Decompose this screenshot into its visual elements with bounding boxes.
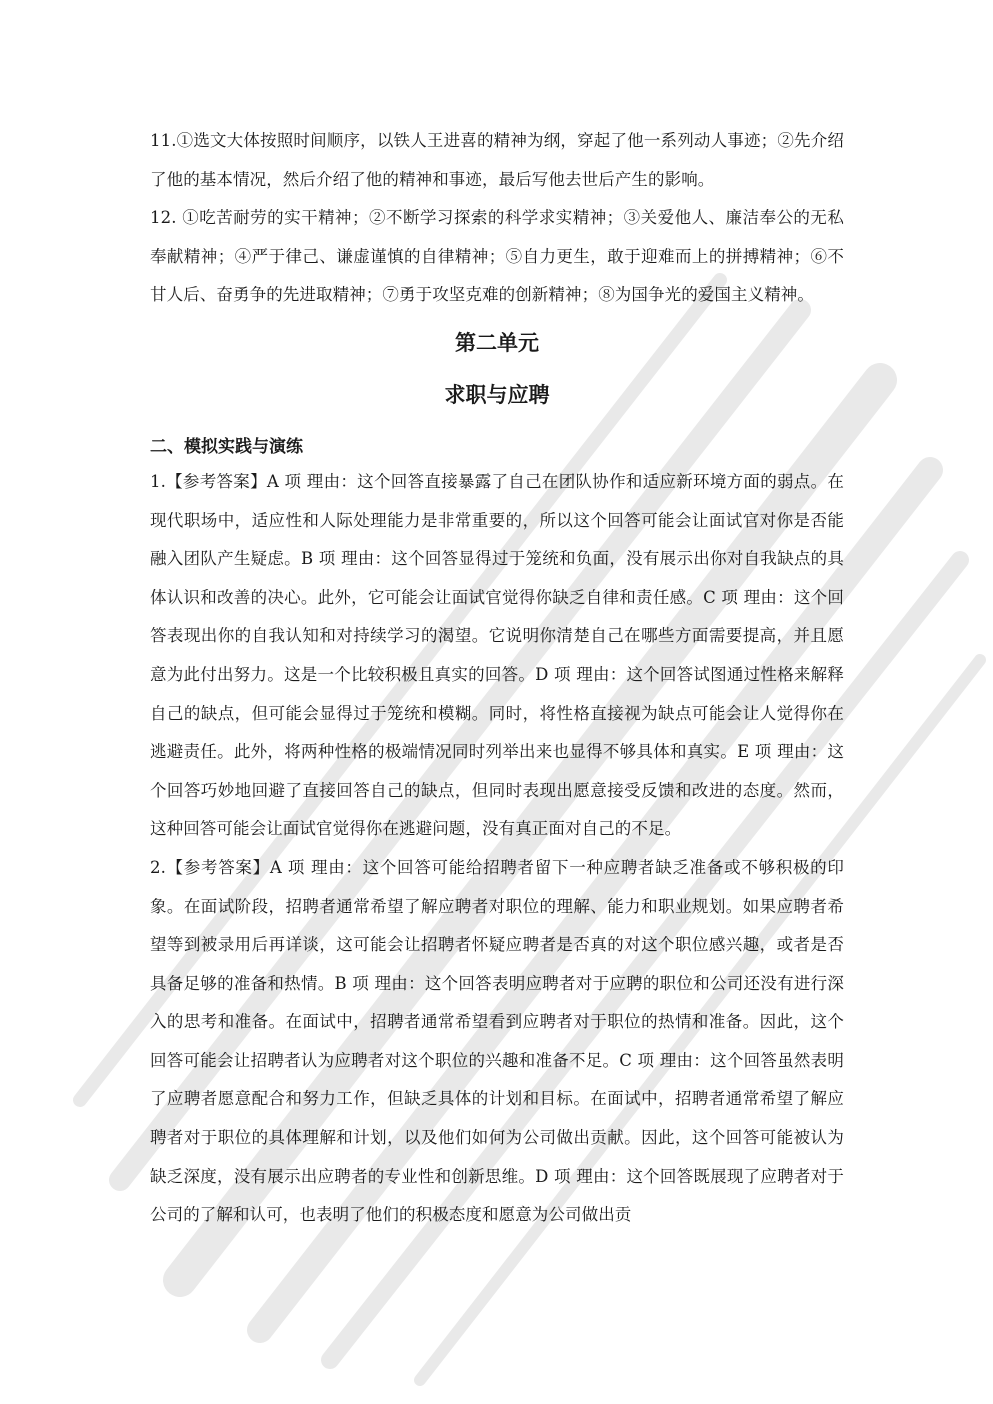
question-2-answer: 2.【参考答案】A 项 理由：这个回答可能给招聘者留下一种应聘者缺乏准备或不够积极的印象。在面试阶段，招聘者通常希望了解应聘者对职位的理解、能力和职业规划。如果应聘者希望等到被录用后再详谈，这可能会让招聘者怀疑应聘者是否真的对这个职位感兴趣，或者是否具备足够的准备和热情。B 项 理由：这个回答表明应聘者对于应聘的职位和公司还没有进行深入的思考和准备。在面试中，招聘者通常希望看到应聘者对于职位的热情和准备。因此，这个回答可能会让招聘者认为应聘者对这个职位的兴趣和准备不足。C 项 理由：这个回答虽然表明了应聘者愿意配合和努力工作，但缺乏具体的计划和目标。在面试中，招聘者通常希望了解应聘者对于职位的具体理解和计划，以及他们如何为公司做出贡献。因此，这个回答可能被认为缺乏深度，没有展示出应聘者的专业性和创新思维。D 项 理由：这个回答既展现了应聘者对于公司的了解和认可，也表明了他们的积极态度和愿意为公司做出贡 xyxy=(150,857,844,1225)
unit-title: 第二单元 xyxy=(455,330,539,355)
document-page xyxy=(150,122,844,1235)
question-1-answer: 1.【参考答案】A 项 理由：这个回答直接暴露了自己在团队协作和适应新环境方面的弱点。在现代职场中，适应性和人际处理能力是非常重要的，所以这个回答可能会让面试官对你是否能融入团队产生疑虑。B 项 理由：这个回答显得过于笼统和负面，没有展示出你对自我缺点的具体认识和改善的决心。此外，它可能会让面试官觉得你缺乏自律和责任感。C 项 理由：这个回答表现出你的自我认知和对持续学习的渴望。它说明你清楚自己在哪些方面需要提高，并且愿意为此付出努力。这是一个比较积极且真实的回答。D 项 理由：这个回答试图通过性格来解释自己的缺点，但可能会显得过于笼统和模糊。同时，将性格直接视为缺点可能会让人觉得你在逃避责任。此外，将两种性格的极端情况同时列举出来也显得不够具体和真实。E 项 理由：这个回答巧妙地回避了直接回答自己的缺点，但同时表现出愿意接受反馈和改进的态度。然而，这种回答可能会让面试官觉得你在逃避问题，没有真正面对自己的不足。 xyxy=(150,471,844,839)
section-heading: 二、模拟实践与演练 xyxy=(150,436,303,457)
unit-subtitle: 求职与应聘 xyxy=(444,382,550,407)
answer-12: 12. ①吃苦耐劳的实干精神；②不断学习探索的科学求实精神；③关爱他人、廉洁奉公的无私奉献精神；④严于律己、谦虚谨慎的自律精神；⑤自力更生，敢于迎难而上的拼搏精神；⑥不甘人后、奋勇争的先进取精神；⑦勇于攻坚克难的创新精神；⑧为国争光的爱国主义精神。 xyxy=(150,208,844,305)
answer-11: 11.①选文大体按照时间顺序，以铁人王进喜的精神为纲，穿起了他一系列动人事迹；②先介绍了他的基本情况，然后介绍了他的精神和事迹，最后写他去世后产生的影响。 xyxy=(150,131,844,189)
